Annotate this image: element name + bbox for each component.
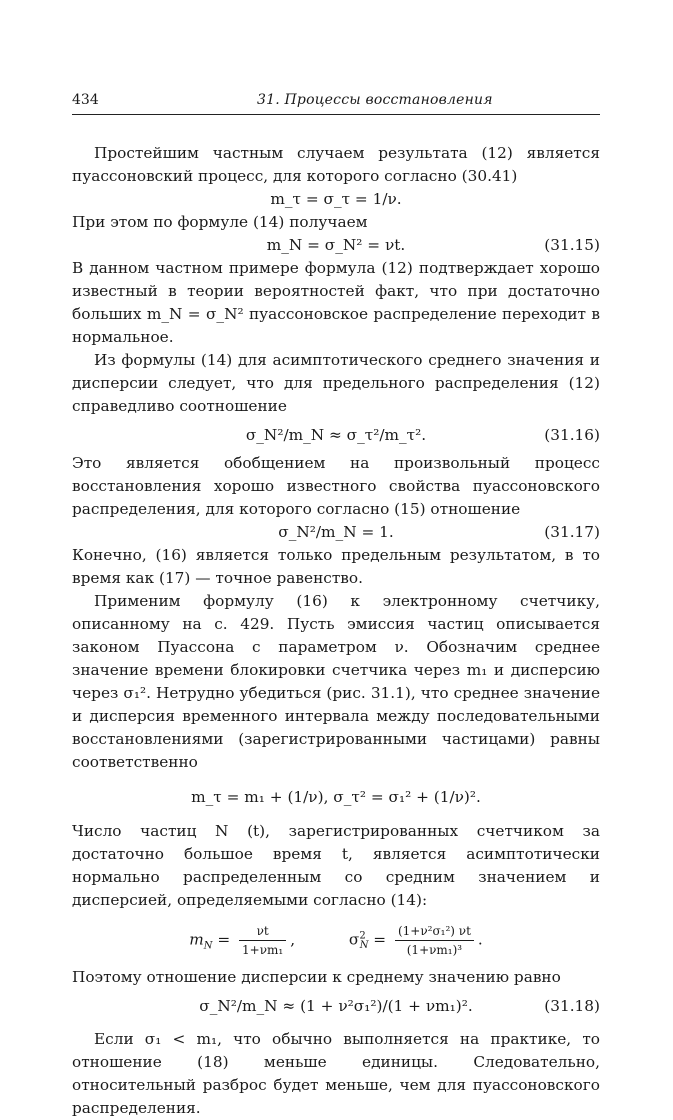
- paragraph: Из формулы (14) для асимптотического среднего значения и дисперсии следует, что для предельного распределения (12) справедливо соотношение: [72, 351, 600, 415]
- equation-31-16: [72, 418, 600, 452]
- paragraph: Применим формулу (16) к электронному счетчику, описанному на с. 429. Пусть эмиссия частиц описывается законом Пуассона с параметром ν. Обозначим среднее значение времени блокировки счетчика через m₁ и дисперсию через σ₁². Нетрудно убедиться (рис. 31.1), что среднее значение и дисперсия временного интервала между последовательными восстановлениями (зарегистрированными частицами) равны соответственно: [72, 592, 600, 771]
- page-body: [72, 142, 600, 1120]
- formula-mean: $m_N$ = $\frac{\nu t}{\text{1+νm₁}}$ ,: [189, 923, 296, 957]
- equation-number: (31.15): [544, 236, 600, 254]
- equation-31-17: [72, 521, 600, 544]
- equation-counter-interval: [72, 780, 600, 814]
- equation-counter-moments: [72, 914, 600, 964]
- formula: m_τ = m₁ + (1/ν), σ_τ² = σ₁² + (1/ν)².: [191, 788, 481, 806]
- equation-31-18: [72, 995, 600, 1018]
- fraction: [239, 924, 286, 957]
- formula: m_N = σ_N² = νt.: [266, 236, 406, 254]
- formula: σ_N²/m_N ≈ σ_τ²/m_τ².: [245, 426, 427, 444]
- formula-variance: $\sigma^2_N$ = $\frac{\text{(1+ν²σ₁²) νt}}{\text{(1+νm₁)³}}$ .: [348, 923, 483, 957]
- formula: m_τ = σ_τ = 1/ν.: [270, 190, 402, 208]
- equation-number: (31.17): [544, 523, 600, 541]
- denominator: 1+νm₁: [242, 942, 284, 957]
- running-title: 31. Процессы восстановления: [257, 92, 493, 108]
- paragraph: Если σ₁ < m₁, что обычно выполняется на практике, то отношение (18) меньше единицы. Следовательно, относительный разброс будет меньше, чем для пуассоновского распределения.: [72, 1030, 600, 1117]
- paragraph: В данном частном примере формула (12) подтверждает хорошо известный в теории вероятностей факт, что при достаточно больших m_N = σ_N² пуассоновское распределение переходит в нормальное.: [72, 259, 600, 346]
- numerator: νt: [239, 924, 286, 941]
- page-number: 434: [72, 92, 99, 108]
- denominator: (1+νm₁)³: [406, 942, 463, 957]
- formula: σ_N²/m_N = 1.: [278, 523, 394, 541]
- paragraph: Простейшим частным случаем результата (12) является пуассоновский процесс, для которого согласно (30.41): [72, 144, 600, 185]
- numerator: (1+ν²σ₁²) νt: [395, 924, 474, 941]
- header-rule: [72, 114, 600, 115]
- fraction: [395, 924, 474, 957]
- paragraph: Поэтому отношение дисперсии к среднему значению равно: [72, 968, 561, 986]
- paragraph: Это является обобщением на произвольный процесс восстановления хорошо известного свойства пуассоновского распределения, для которого согласно (15) отношение: [72, 454, 600, 518]
- formula: σ_N²/m_N ≈ (1 + ν²σ₁²)/(1 + νm₁)².: [199, 997, 473, 1015]
- equation-number: (31.16): [544, 426, 600, 444]
- paragraph: Конечно, (16) является только предельным результатом, в то время как (17) — точное равенство.: [72, 546, 600, 587]
- running-header: [72, 92, 600, 112]
- equation-30-41: [72, 188, 600, 211]
- equation-number: (31.18): [544, 997, 600, 1015]
- paragraph: При этом по формуле (14) получаем: [72, 213, 368, 231]
- equation-31-15: [72, 234, 600, 257]
- paragraph: Число частиц N (t), зарегистрированных счетчиком за достаточно большое время t, является асимптотически нормально распределенным со средним значением и дисперсией, определяемыми согласно (14):: [72, 822, 600, 909]
